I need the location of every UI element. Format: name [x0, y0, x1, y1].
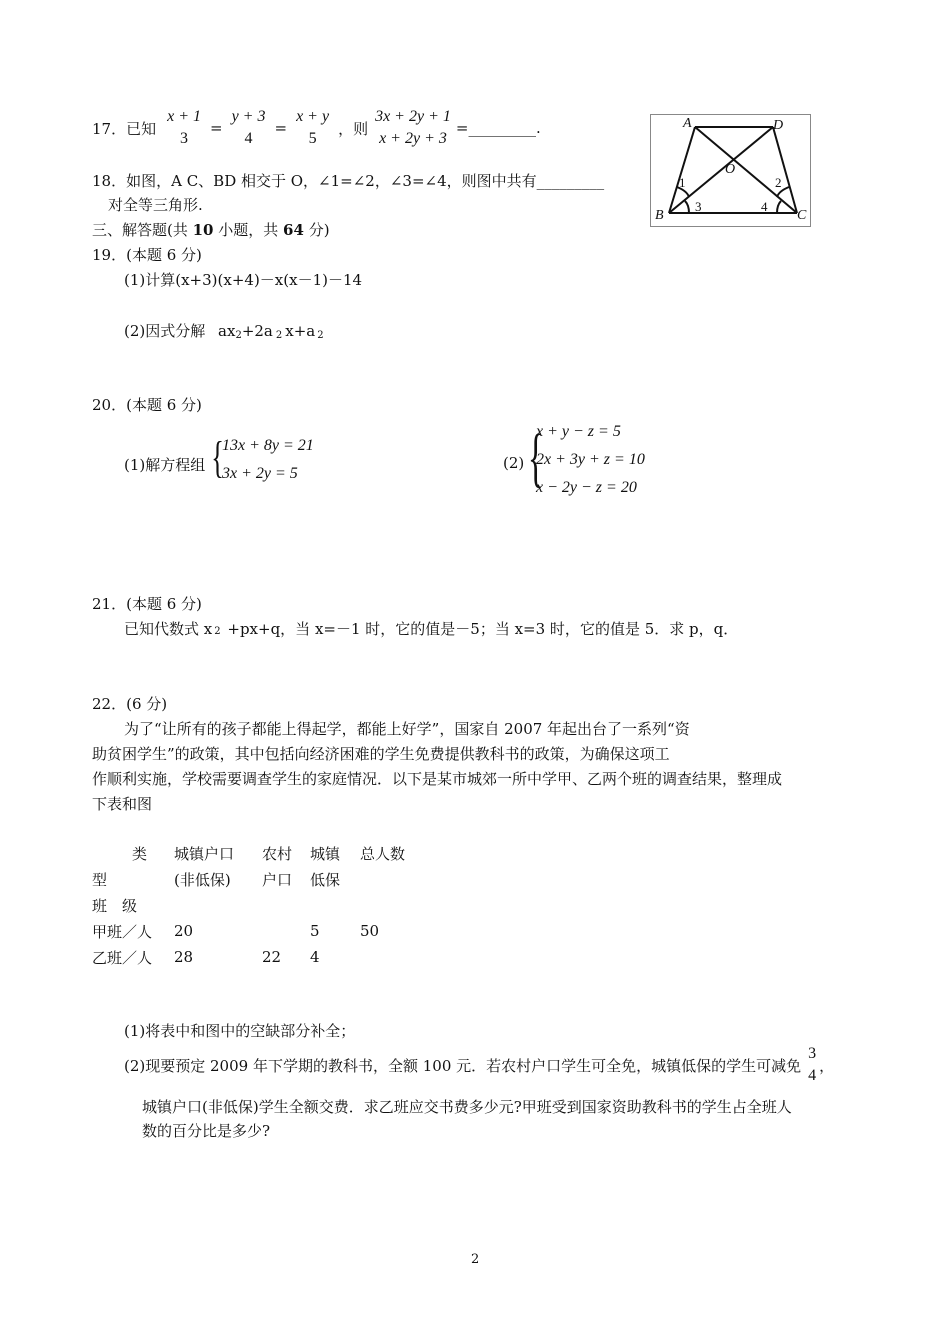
expr-term: ax [218, 322, 236, 340]
table-cell [360, 892, 440, 918]
label-c: C [797, 208, 807, 223]
left-brace: { [527, 421, 544, 494]
angle-3-label: 3 [695, 199, 702, 214]
label-b: B [655, 208, 664, 223]
table-cell: 城镇 [310, 844, 341, 863]
table-cell: 农村 [262, 844, 293, 863]
section-3-text: 小题，共 [213, 221, 284, 239]
frac-numerator: x + y [296, 108, 330, 125]
frac-denominator: 3 [180, 130, 189, 147]
q22-subquestion-1: (1)将表中和图中的空缺部分补全； [124, 1022, 356, 1040]
system-2-eq-1: x + y − z = 5 [536, 423, 621, 440]
angle-4-label: 4 [761, 199, 768, 214]
q17-answer-blank: =_________. [455, 119, 541, 137]
table-row [92, 892, 440, 918]
expr-term: x+a [285, 322, 316, 340]
frac-denominator: 4 [244, 130, 253, 147]
survey-table [92, 840, 440, 970]
section-3-header [92, 219, 330, 240]
q22-subquestion-2-text: ， [819, 1056, 835, 1075]
q17-fraction-3 [293, 106, 332, 150]
table-cell: 低保 [310, 870, 341, 889]
q18-line-2: 对全等三角形. [108, 196, 203, 214]
q17-line [92, 104, 541, 152]
table-cell: 班 级 [92, 896, 138, 915]
equals-sign: = [274, 119, 288, 137]
exponent: 2 [317, 330, 324, 341]
q22-paragraph-line-2: 助贫困学生”的政策，其中包括向经济困难的学生免费提供教科书的政策，为确保这项工 [92, 745, 670, 763]
exponent: 2 [235, 330, 242, 341]
q21-text-part: +px+q，当 x=－1 时，它的值是－5；当 x=3 时，它的值是 5．求 p，q． [222, 620, 739, 638]
frac-denominator: 5 [308, 130, 317, 147]
table-row [92, 918, 440, 944]
q17-fraction-4 [372, 106, 454, 150]
q19-part-2 [124, 320, 324, 341]
system-1-eq-1: 13x + 8y = 21 [222, 437, 314, 454]
q21-text-part: 已知代数式 x [124, 620, 213, 638]
expr-term: +2a [241, 322, 273, 340]
q19-part-1: (1)计算(x+3)(x+4)－x(x－1)－14 [124, 271, 363, 289]
table-cell: 类 [132, 844, 148, 863]
fraction-three-quarters [805, 1043, 819, 1087]
table-cell: 20 [174, 922, 194, 940]
frac-denominator: x + 2y + 3 [379, 130, 447, 147]
section-3-text: 分) [303, 221, 330, 239]
q20-part-1-label: (1)解方程组 [124, 456, 206, 474]
table-cell: 甲班／人 [92, 922, 153, 941]
table-cell: 乙班／人 [92, 948, 153, 967]
system-2-eq-2: 2x + 3y + z = 10 [536, 451, 645, 468]
q18-line-1: 18．如图，A C、BD 相交于 O，∠1=∠2，∠3=∠4，则图中共有_________ [92, 172, 605, 190]
table-cell: 城镇户口 [174, 844, 235, 863]
left-brace: { [211, 433, 224, 482]
angle-2-label: 2 [775, 175, 782, 190]
exponent: 2 [275, 330, 283, 341]
q22-paragraph-line-3: 作顺利实施，学校需要调查学生的家庭情况．以下是某市城郊一所中学甲、乙两个班的调查结果，整理成 [92, 770, 783, 788]
table-row [92, 944, 440, 970]
frac-denominator: 4 [808, 1067, 817, 1084]
table-cell: 总人数 [360, 844, 406, 863]
q21-header: 21．(本题 6 分) [92, 595, 202, 613]
q21-text [124, 618, 738, 639]
exponent: 2 [214, 626, 221, 637]
q22-header: 22．(6 分) [92, 695, 168, 713]
q22-subquestion-2-line-2: 城镇户口(非低保)学生全额交费．求乙班应交书费多少元?甲班受到国家资助教科书的学生占全班人 [142, 1098, 792, 1116]
table-cell: 型 [92, 870, 108, 889]
table-cell [360, 944, 440, 970]
table-cell: 4 [310, 948, 320, 966]
table-cell [262, 918, 310, 944]
label-d: D [773, 118, 784, 133]
table-cell [310, 892, 360, 918]
table-cell [360, 866, 440, 892]
q22-subquestion-2-line-3: 数的百分比是多少? [142, 1122, 271, 1140]
section-3-score: 64 [283, 221, 304, 239]
q20-header: 20．(本题 6 分) [92, 396, 202, 414]
table-cell [262, 892, 310, 918]
table-cell: 22 [262, 948, 282, 966]
frac-numerator: 3x + 2y + 1 [375, 108, 451, 125]
label-a: A [683, 116, 692, 131]
equals-sign: = [210, 119, 223, 137]
system-1-eq-2: 3x + 2y = 5 [222, 465, 298, 482]
q22-subquestion-2-text: (2)现要预定 2009 年下学期的教科书，全额 100 元．若农村户口学生可全免，城镇低保的学生可减免 [124, 1056, 802, 1075]
q22-subquestion-2-line-1 [124, 1040, 834, 1090]
table-cell: 28 [174, 948, 194, 966]
table-cell: 50 [360, 922, 380, 940]
frac-numerator: x + 1 [167, 108, 201, 125]
q19-part-2-label: (2)因式分解 [124, 322, 206, 340]
table-cell: 户口 [262, 870, 293, 889]
q19-header: 19．(本题 6 分) [92, 246, 202, 264]
q17-fraction-1 [164, 106, 204, 150]
trapezoid-diagram [651, 115, 810, 226]
section-3-count: 10 [192, 221, 214, 239]
table-cell: 5 [310, 922, 320, 940]
table-cell: (非低保) [174, 870, 231, 889]
q17-label: 17．已知 [92, 119, 157, 138]
q20-part-2-label: (2) [503, 454, 525, 472]
table-row [92, 840, 440, 866]
q17-fraction-2 [229, 106, 269, 150]
frac-numerator: 3 [808, 1045, 817, 1062]
geometry-figure [650, 114, 811, 227]
frac-numerator: y + 3 [231, 108, 266, 125]
table-cell [174, 892, 262, 918]
system-2-eq-3: x − 2y − z = 20 [536, 479, 637, 496]
page-number: 2 [471, 1252, 480, 1267]
q22-paragraph-line-1: 为了“让所有的孩子都能上得起学，都能上好学”，国家自 2007 年起出台了一系列“资 [124, 720, 690, 738]
section-3-text: 三、解答题(共 [92, 221, 193, 239]
label-o: O [725, 162, 736, 177]
q17-then: ，则 [338, 119, 369, 138]
angle-1-label: 1 [679, 175, 686, 190]
q22-paragraph-line-4: 下表和图 [92, 795, 153, 813]
table-row [92, 866, 440, 892]
